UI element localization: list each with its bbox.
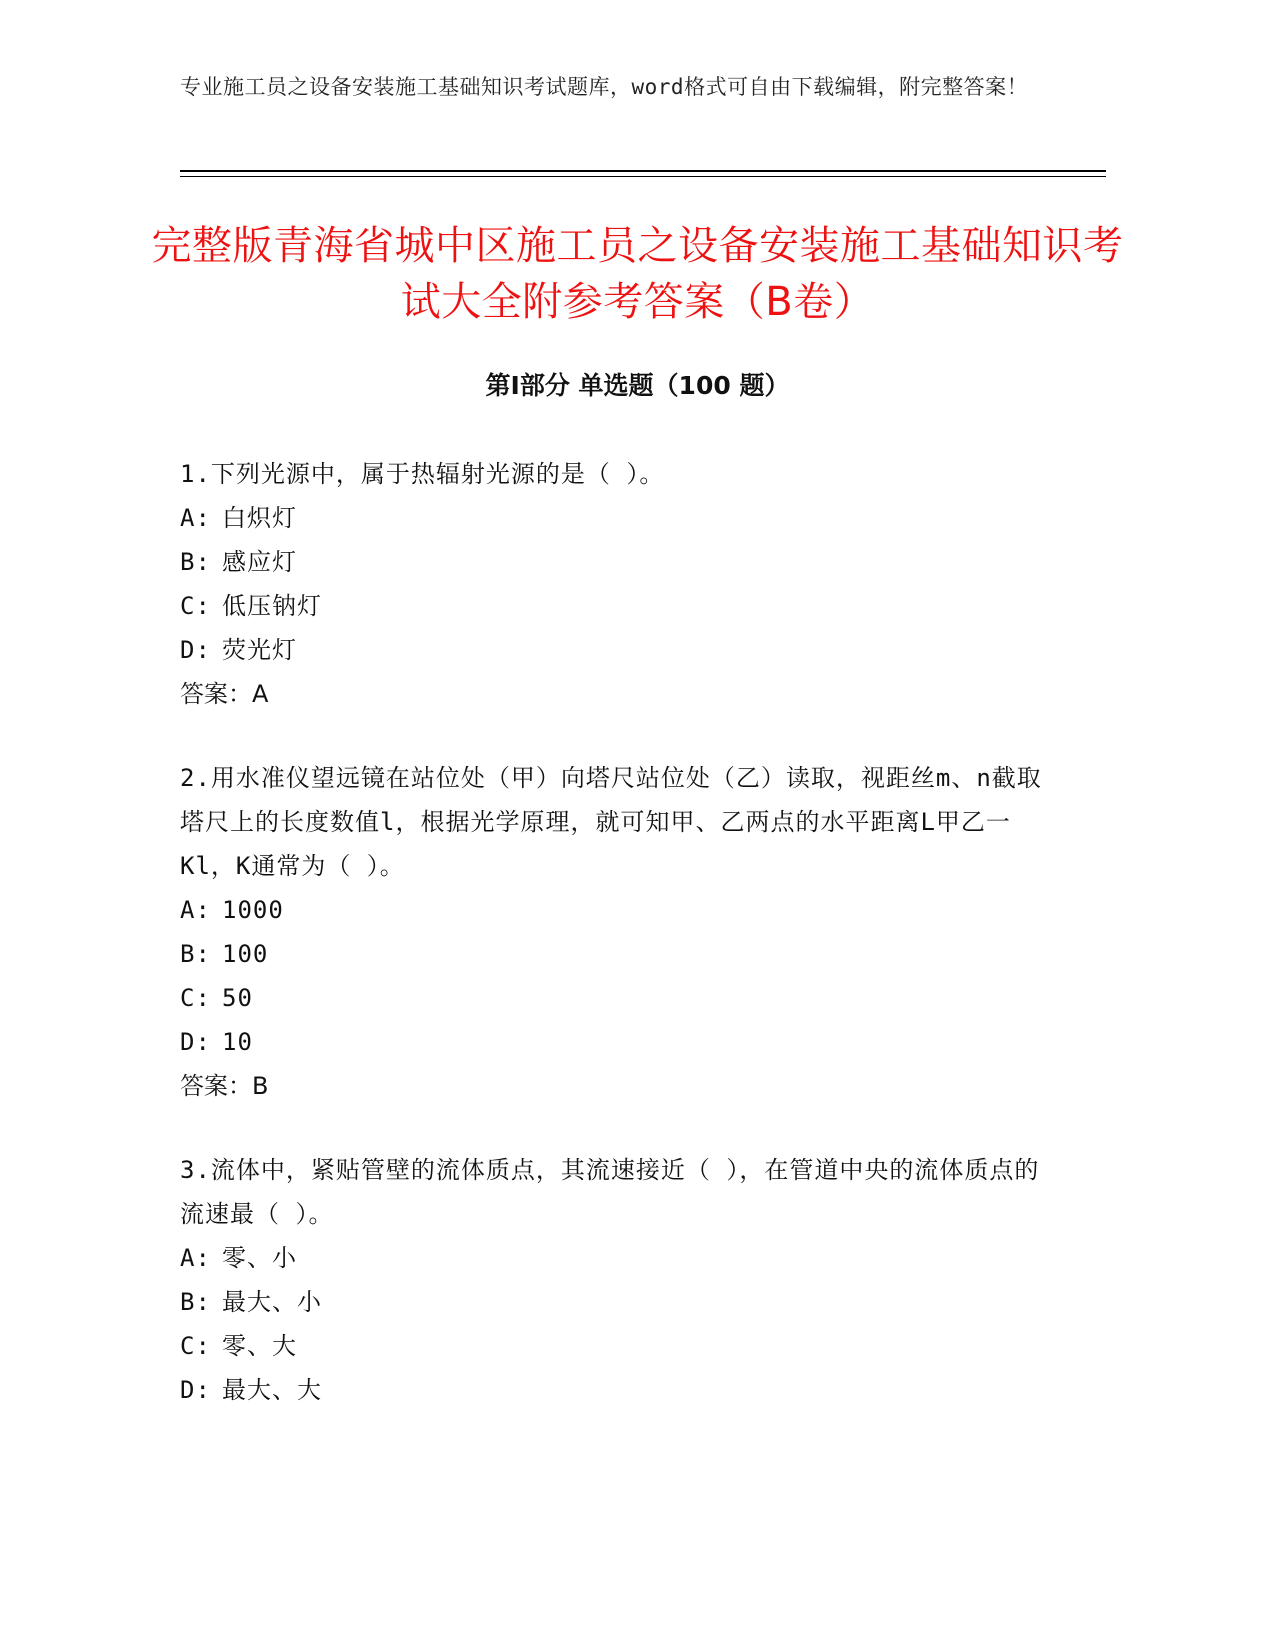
option-text: 最大、小: [222, 1288, 322, 1316]
answer-line: 答案：B: [180, 1072, 269, 1100]
option-letter: B:: [180, 548, 211, 576]
option-c: [180, 584, 1050, 628]
option-letter: C:: [180, 1332, 211, 1360]
question-1: [180, 452, 1050, 716]
header-rule-thin: [180, 176, 1106, 177]
header-note: 专业施工员之设备安装施工基础知识考试题库，word格式可自由下载编辑，附完整答案！: [180, 75, 1029, 99]
option-text: 荧光灯: [222, 636, 297, 664]
option-b: [180, 540, 1050, 584]
option-d: [180, 1020, 1050, 1064]
option-text: 50: [222, 984, 253, 1012]
option-letter: C:: [180, 592, 211, 620]
option-letter: C:: [180, 984, 211, 1012]
question-stem: 3.流体中，紧贴管壁的流体质点，其流速接近（ ），在管道中央的流体质点的流速最（ ）。: [180, 1156, 1040, 1228]
option-text: 低压钠灯: [222, 592, 322, 620]
option-d: [180, 628, 1050, 672]
option-text: 白炽灯: [222, 504, 297, 532]
option-text: 1000: [222, 896, 284, 924]
answer-line: 答案：A: [180, 680, 269, 708]
option-text: 100: [222, 940, 269, 968]
option-text: 10: [222, 1028, 253, 1056]
option-a: [180, 888, 1050, 932]
option-c: [180, 1324, 1050, 1368]
option-letter: A:: [180, 896, 211, 924]
option-letter: A:: [180, 504, 211, 532]
section-title: 第Ⅰ部分 单选题（100 题）: [485, 371, 790, 400]
option-letter: D:: [180, 1376, 211, 1404]
question-stem: 2.用水准仪望远镜在站位处（甲）向塔尺站位处（乙）读取，视距丝m、n截取塔尺上的长度数值l，根据光学原理，就可知甲、乙两点的水平距离L甲乙一Kl，K通常为（ ）。: [180, 764, 1042, 880]
option-b: [180, 1280, 1050, 1324]
option-letter: A:: [180, 1244, 211, 1272]
option-letter: D:: [180, 1028, 211, 1056]
option-c: [180, 976, 1050, 1020]
option-letter: D:: [180, 636, 211, 664]
option-letter: B:: [180, 940, 211, 968]
header-rule-thick: [180, 170, 1106, 172]
question-list: [180, 452, 1050, 1452]
option-d: [180, 1368, 1050, 1412]
option-letter: B:: [180, 1288, 211, 1316]
question-stem: 1.下列光源中，属于热辐射光源的是（ ）。: [180, 460, 665, 488]
option-text: 感应灯: [222, 548, 297, 576]
option-a: [180, 1236, 1050, 1280]
document-title: 完整版青海省城中区施工员之设备安装施工基础知识考试大全附参考答案（B卷）: [151, 223, 1124, 325]
option-b: [180, 932, 1050, 976]
option-text: 零、大: [222, 1332, 297, 1360]
option-text: 零、小: [222, 1244, 297, 1272]
option-text: 最大、大: [222, 1376, 322, 1404]
question-2: [180, 756, 1050, 1108]
option-a: [180, 496, 1050, 540]
question-3: [180, 1148, 1050, 1412]
